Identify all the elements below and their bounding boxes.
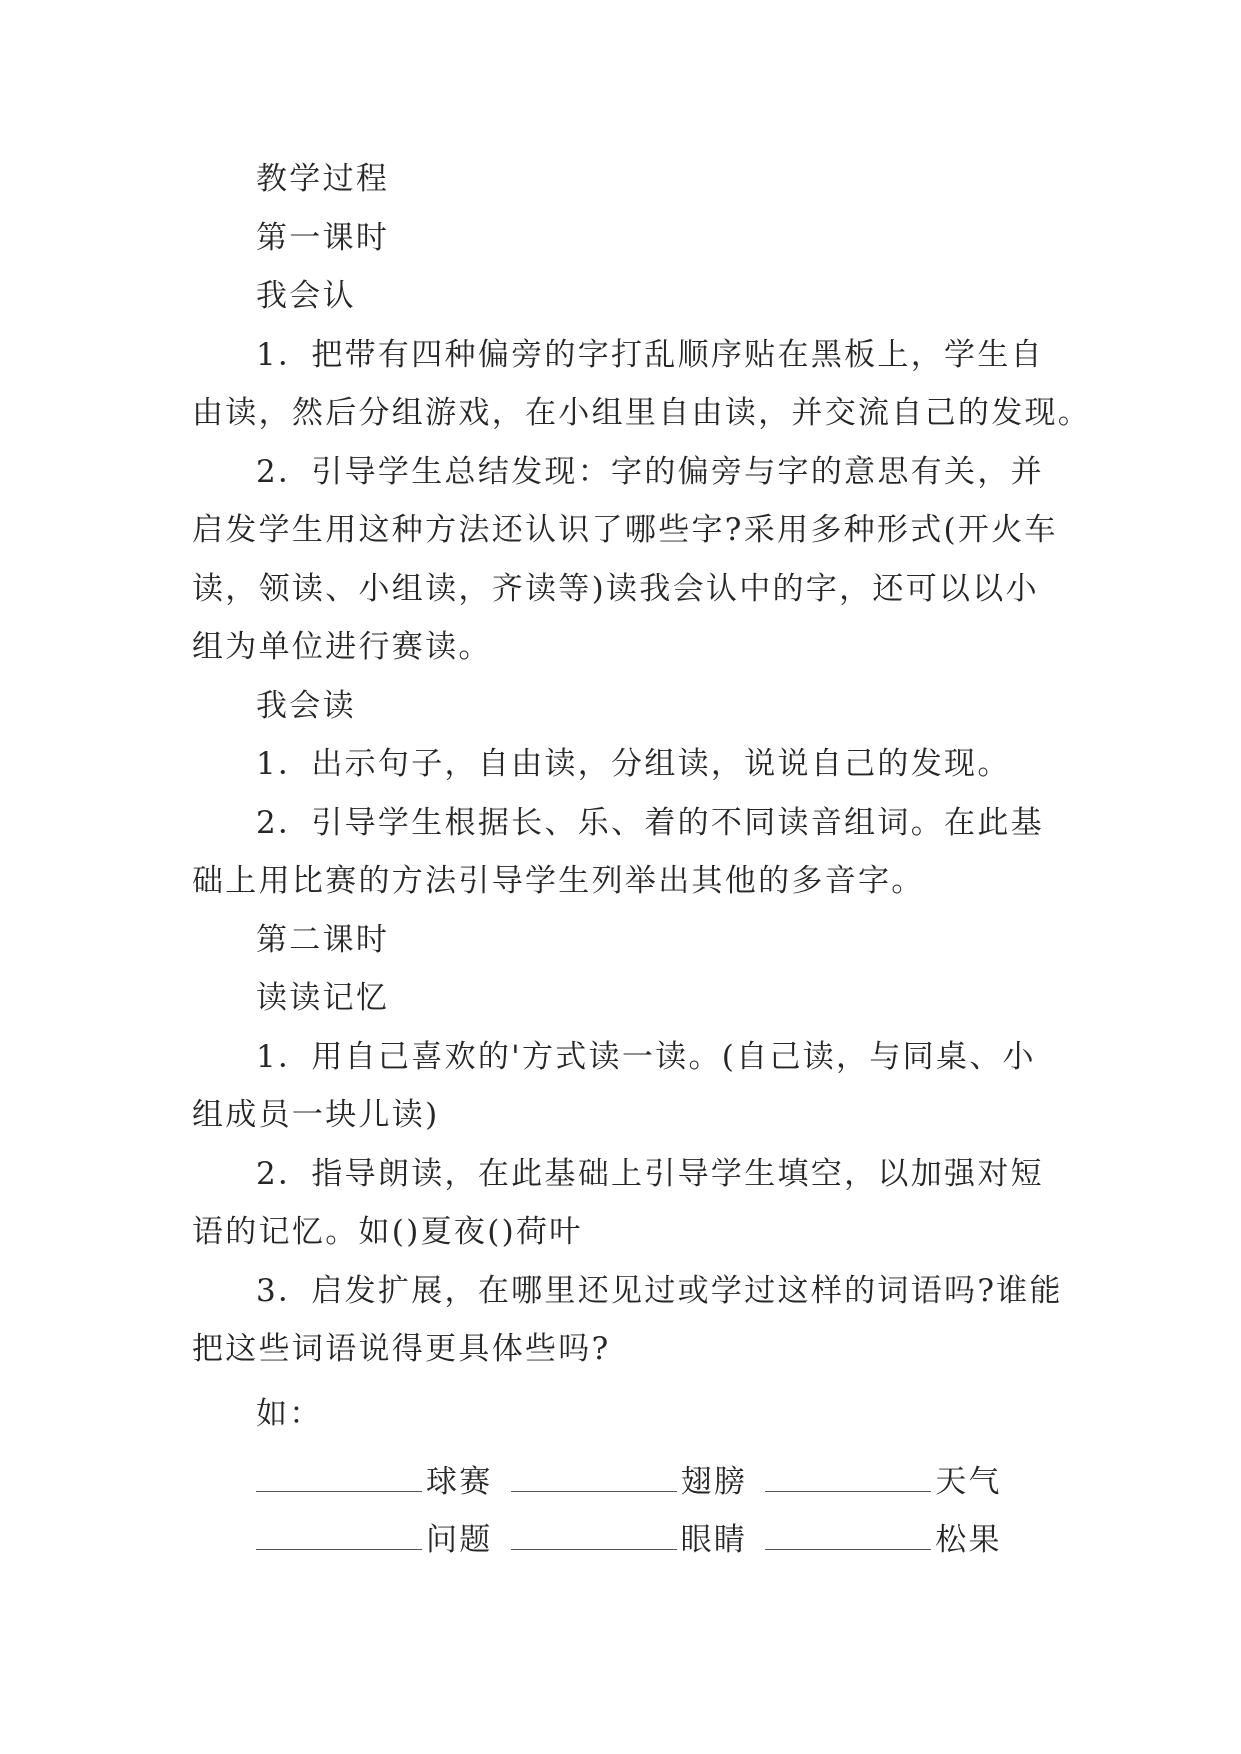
paragraph-line: 2．指导朗读，在此基础上引导学生填空，以加强对短 [256,1155,1044,1192]
paragraph-line: 础上用比赛的方法引导学生列举出其他的多音字。 [192,863,925,899]
paragraph-line: 把这些词语说得更具体些吗? [192,1331,611,1367]
paragraph-line: 组成员一块儿读) [192,1097,440,1133]
heading-first-lesson: 第一课时 [256,219,390,256]
fill-blank-item [256,1514,493,1559]
blank-line [511,1525,677,1550]
blank-line [765,1467,931,1492]
fill-blank-item [765,1456,1002,1501]
fill-blank-item [511,1456,748,1501]
paragraph-line: 读，领读、小组读，齐读等)读我会认中的字，还可以以小 [192,570,1039,607]
heading-read-and-memorize: 读读记忆 [256,980,390,1016]
paragraph-memorize-step-3 [192,1262,1063,1379]
blank-word: 天气 [935,1463,1002,1500]
paragraph-line: 组为单位进行赛读。 [192,629,492,665]
paragraph-line: 2．引导学生总结发现：字的偏旁与字的意思有关，并 [256,453,1044,490]
paragraph-line: 2．引导学生根据长、乐、着的不同读音组词。在此基 [256,804,1044,841]
heading-i-can-read: 我会读 [256,687,356,724]
paragraph-memorize-step-2 [192,1145,1052,1262]
paragraph-line: 3．启发扩展，在哪里还见过或学过这样的词语吗?谁能 [256,1272,1063,1309]
blank-word: 问题 [426,1522,493,1559]
fill-blank-item [256,1456,493,1501]
fill-blank-row [192,1449,1052,1508]
blank-line [256,1525,422,1550]
paragraph-read-step-1: 1．出示句子，自由读，分组读，说说自己的发现。 [256,746,1011,782]
blank-word: 球赛 [426,1463,493,1500]
blank-line [511,1467,677,1492]
fill-blank-item [511,1514,748,1559]
paragraph-line: 1．用自己喜欢的'方式读一读。(自己读，与同桌、小 [256,1038,1036,1075]
paragraph-line: 启发学生用这种方法还认识了哪些字?采用多种形式(开火车 [192,512,1058,548]
heading-i-can-recognize: 我会认 [256,278,356,314]
heading-second-lesson: 第二课时 [256,921,390,958]
paragraph-line: 1．把带有四种偏旁的字打乱顺序贴在黑板上，学生自 [256,336,1044,373]
paragraph-read-step-2 [192,794,1052,911]
example-label: 如： [256,1395,323,1432]
fill-blank-item [765,1514,1002,1559]
paragraph-line: 语的记忆。如()夏夜()荷叶 [192,1214,583,1250]
blank-line [765,1525,931,1550]
paragraph-line: 由读，然后分组游戏，在小组里自由读，并交流自己的发现。 [192,395,1092,431]
document-body [192,150,1092,1566]
blank-line [256,1467,422,1492]
fill-blank-row [192,1508,1052,1567]
blank-word: 翅膀 [680,1463,748,1500]
blank-word: 眼睛 [680,1522,748,1559]
paragraph-memorize-step-1 [192,1028,1052,1145]
heading-teaching-process: 教学过程 [256,161,390,197]
paragraph-recognize-step-1 [192,326,1092,443]
blank-word: 松果 [935,1522,1002,1559]
paragraph-recognize-step-2 [192,443,1058,677]
